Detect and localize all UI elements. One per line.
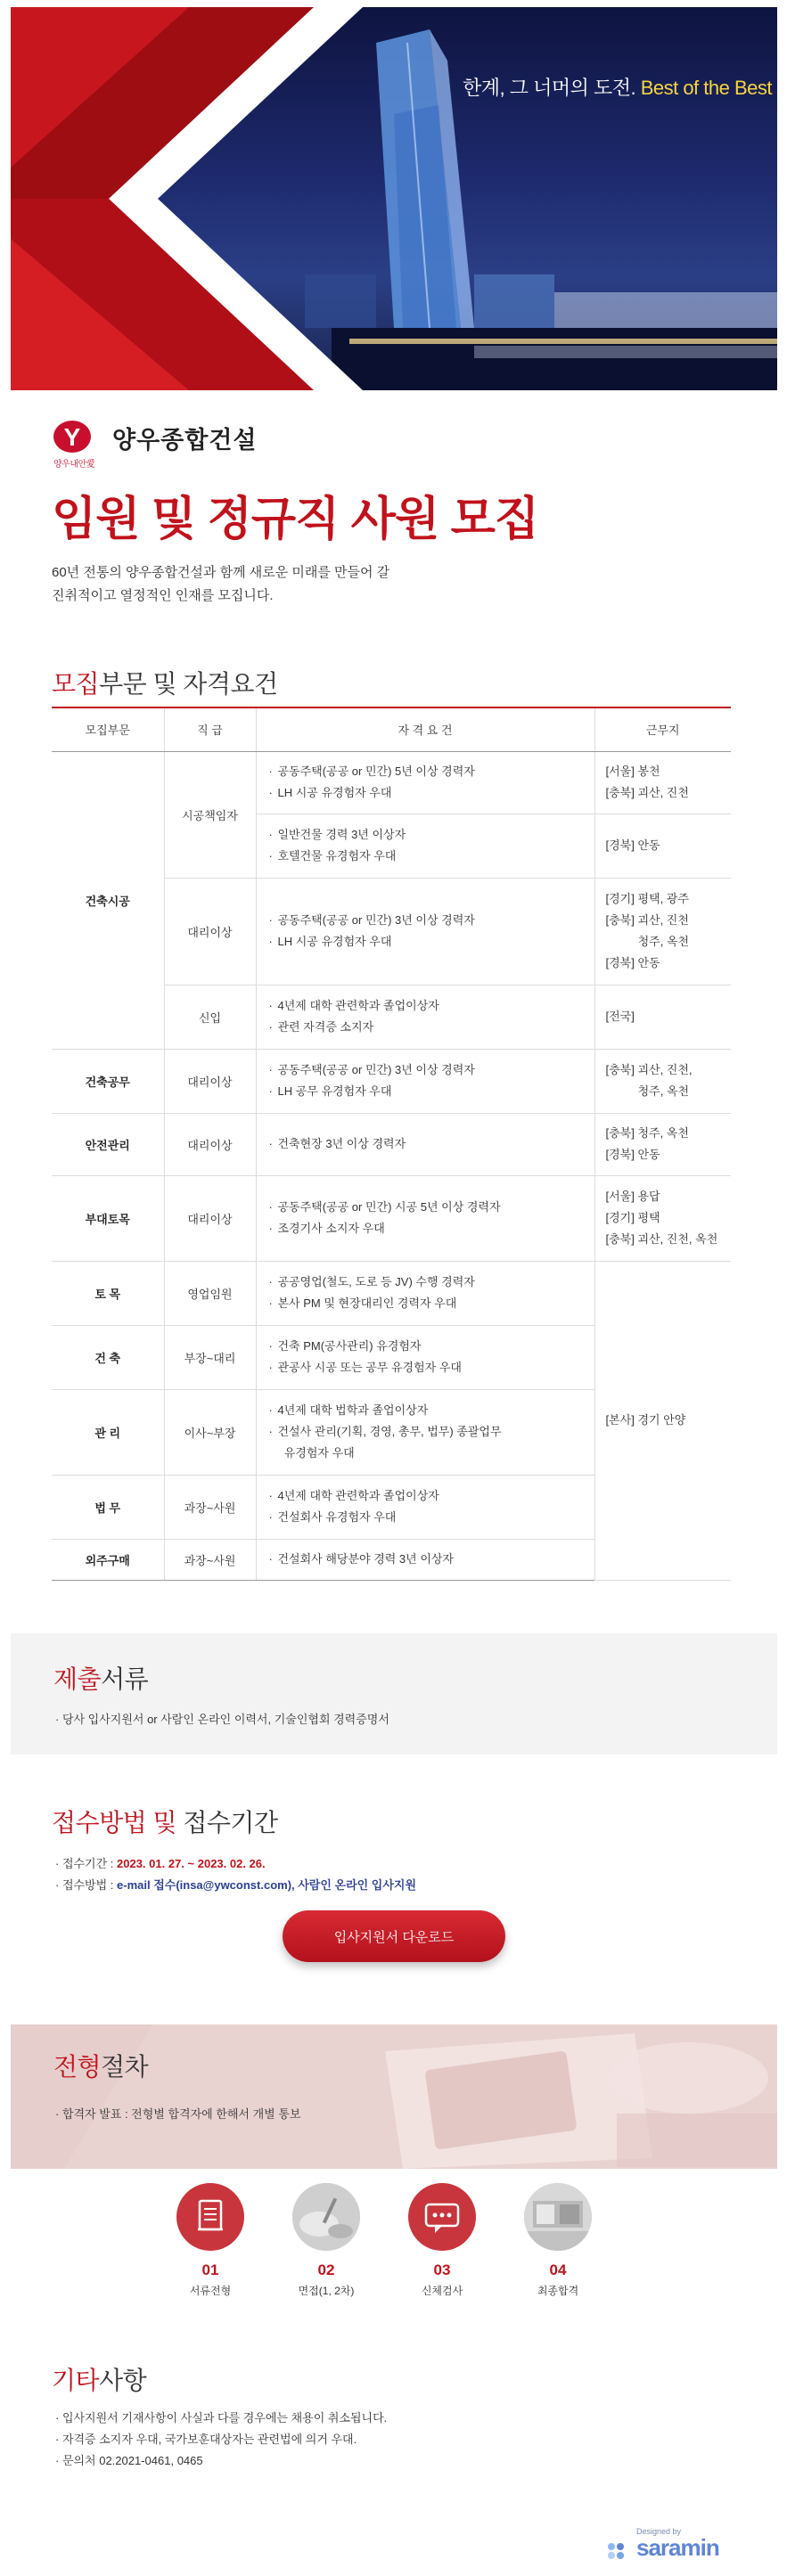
position-cell: 영업임원	[164, 1261, 256, 1325]
position-cell: 이사~부장	[164, 1389, 256, 1475]
division-cell: 건축공무	[52, 1049, 164, 1113]
table-row	[52, 1261, 731, 1325]
position-cell: 대리이상	[164, 1113, 256, 1175]
division-cell: 부대토목	[52, 1175, 164, 1261]
table-row	[52, 1113, 731, 1175]
saramin-credit[interactable]	[606, 2527, 740, 2563]
other-details	[55, 2408, 387, 2472]
step-3: 03 신체검사	[393, 2183, 491, 2298]
location-cell: [서울] 봉천 [충북] 괴산, 진천	[594, 751, 731, 814]
location-cell: [서울] 용답 [경기] 평택 [충북] 괴산, 진천, 옥천	[594, 1175, 731, 1261]
step-1: 01 서류전형	[161, 2183, 259, 2298]
other-line: · 자격증 소지자 우대, 국가보훈대상자는 관련법에 의거 우대.	[55, 2433, 357, 2446]
step-2: 02 면접(1, 2차)	[277, 2183, 375, 2298]
requirement-cell: · 건축 PM(공사관리) 유경험자 · 관공사 시공 또는 공무 유경험자 우대	[256, 1325, 594, 1389]
header-position: 직 급	[164, 708, 256, 751]
apply-method: · 접수방법 : e-mail 접수(insa@ywconst.com), 사람인 온라인 입사지원	[55, 1878, 417, 1892]
requirement-cell: · 건축현장 3년 이상 경력자	[256, 1113, 594, 1175]
interview-photo-icon	[292, 2183, 360, 2251]
intro-line: 진취적이고 열정적인 인재를 모집니다.	[52, 588, 274, 603]
location-cell: [경북] 안동	[594, 814, 731, 878]
documents-text: · 당사 입사지원서 or 사람인 온라인 이력서, 기술인협회 경력증명서	[55, 1713, 389, 1726]
hero-artwork	[11, 7, 777, 390]
credit-label: Designed by	[636, 2527, 682, 2536]
slogan-accent: Best of the Best	[640, 77, 772, 99]
documents-heading: 제출서류	[53, 1665, 149, 1693]
download-application-button[interactable]: 입사지원서 다운로드	[283, 1910, 505, 1962]
position-cell: 대리이상	[164, 1049, 256, 1113]
logo-mark-icon	[52, 419, 93, 454]
requirement-cell: · 공동주택(공공 or 민간) 5년 이상 경력자 · LH 시공 유경험자 우대	[256, 751, 594, 814]
table-row	[52, 751, 731, 814]
division-cell: 건 축	[52, 1325, 164, 1389]
process-section	[11, 2024, 777, 2169]
position-cell: 부장~대리	[164, 1325, 256, 1389]
location-cell: [전국]	[594, 985, 731, 1049]
requirements-table	[52, 708, 731, 1581]
step-4: 04 최종합격	[509, 2183, 607, 2298]
position-cell: 신입	[164, 985, 256, 1049]
requirement-cell: · 4년제 대학 법학과 졸업이상자 · 건설사 관리(기획, 경영, 총무, 법무) 종괄업무 유경험자 우대	[256, 1389, 594, 1475]
division-cell: 토 목	[52, 1261, 164, 1325]
svg-text:Y: Y	[63, 423, 81, 451]
division-cell: 법 무	[52, 1475, 164, 1539]
requirement-cell: · 건설회사 해당분야 경력 3년 이상자	[256, 1539, 594, 1580]
slogan-text: 한계, 그 너머의 도전.	[462, 77, 636, 99]
intro-text	[52, 561, 389, 608]
division-cell: 외주구매	[52, 1539, 164, 1580]
table-row	[52, 1175, 731, 1261]
saramin-dots-icon	[606, 2539, 633, 2566]
intro-line: 60년 전통의 양우종합건설과 함께 새로운 미래를 만들어 갈	[52, 565, 390, 580]
location-cell: [본사] 경기 안양	[594, 1261, 731, 1580]
position-cell: 과장~사원	[164, 1475, 256, 1539]
requirement-cell: · 4년제 대학 관련학과 졸업이상자 · 건설회사 유경험자 우대	[256, 1475, 594, 1539]
location-cell: [경기] 평택, 광주 [충북] 괴산, 진천 청주, 옥천 [경북] 안동	[594, 878, 731, 985]
logo-subtitle: 양우내안愛	[53, 460, 95, 470]
division-cell: 안전관리	[52, 1113, 164, 1175]
division-cell: 관 리	[52, 1389, 164, 1475]
process-text: · 합격자 발표 : 전형별 합격자에 한해서 개별 통보	[55, 2107, 301, 2121]
page-title: 임원 및 정규직 사원 모집	[52, 494, 539, 545]
apply-heading: 접수방법 및 접수기간	[52, 1809, 278, 1836]
document-icon	[176, 2183, 244, 2251]
table-row	[52, 1049, 731, 1113]
header-division: 모집부문	[52, 708, 164, 751]
company-logo	[52, 419, 319, 472]
requirement-cell: · 공공영업(철도, 도로 등 JV) 수행 경력자 · 본사 PM 및 현장대리인 경력자 우대	[256, 1261, 594, 1325]
hero-banner	[11, 7, 777, 390]
process-background	[11, 2024, 777, 2169]
other-line: · 문의처 02.2021-0461, 0465	[55, 2454, 203, 2467]
hero-slogan	[463, 73, 772, 101]
requirement-cell: · 공동주택(공공 or 민간) 3년 이상 경력자 · LH 공무 유경험자 우대	[256, 1049, 594, 1113]
position-cell: 과장~사원	[164, 1539, 256, 1580]
company-name: 양우종합건설	[112, 427, 258, 454]
process-steps	[0, 2183, 787, 2308]
requirement-cell: · 4년제 대학 관련학과 졸업이상자 · 관련 자격증 소지자	[256, 985, 594, 1049]
other-line: · 입사지원서 기재사항이 사실과 다를 경우에는 채용이 취소됩니다.	[55, 2411, 388, 2425]
requirements-heading: 모집부문 및 자격요건	[52, 670, 278, 698]
requirement-cell: · 일반건물 경력 3년 이상자 · 호텔건물 유경험자 우대	[256, 814, 594, 878]
table-header-row	[52, 708, 731, 751]
location-cell: [충북] 괴산, 진천, 청주, 옥천	[594, 1049, 731, 1113]
division-cell: 건축시공	[52, 751, 164, 1049]
location-cell: [충북] 청주, 옥천 [경북] 안동	[594, 1113, 731, 1175]
apply-period: · 접수기간 : 2023. 01. 27. ~ 2023. 02. 26.	[55, 1857, 266, 1870]
position-cell: 시공책임자	[164, 751, 256, 878]
process-heading: 전형절차	[53, 2053, 149, 2081]
position-cell: 대리이상	[164, 1175, 256, 1261]
other-heading: 기타사항	[52, 2367, 147, 2394]
header-requirements: 자 격 요 건	[256, 708, 594, 751]
header-location: 근무지	[594, 708, 731, 751]
documents-section	[11, 1633, 777, 1754]
office-photo-icon	[524, 2183, 592, 2251]
chat-bubble-icon	[408, 2183, 476, 2251]
saramin-logo: saramin	[636, 2534, 719, 2561]
position-cell: 대리이상	[164, 878, 256, 985]
requirement-cell: · 공동주택(공공 or 민간) 3년 이상 경력자 · LH 시공 유경험자 우대	[256, 878, 594, 985]
requirement-cell: · 공동주택(공공 or 민간) 시공 5년 이상 경력자 · 조경기사 소지자 우대	[256, 1175, 594, 1261]
apply-details	[55, 1853, 416, 1896]
